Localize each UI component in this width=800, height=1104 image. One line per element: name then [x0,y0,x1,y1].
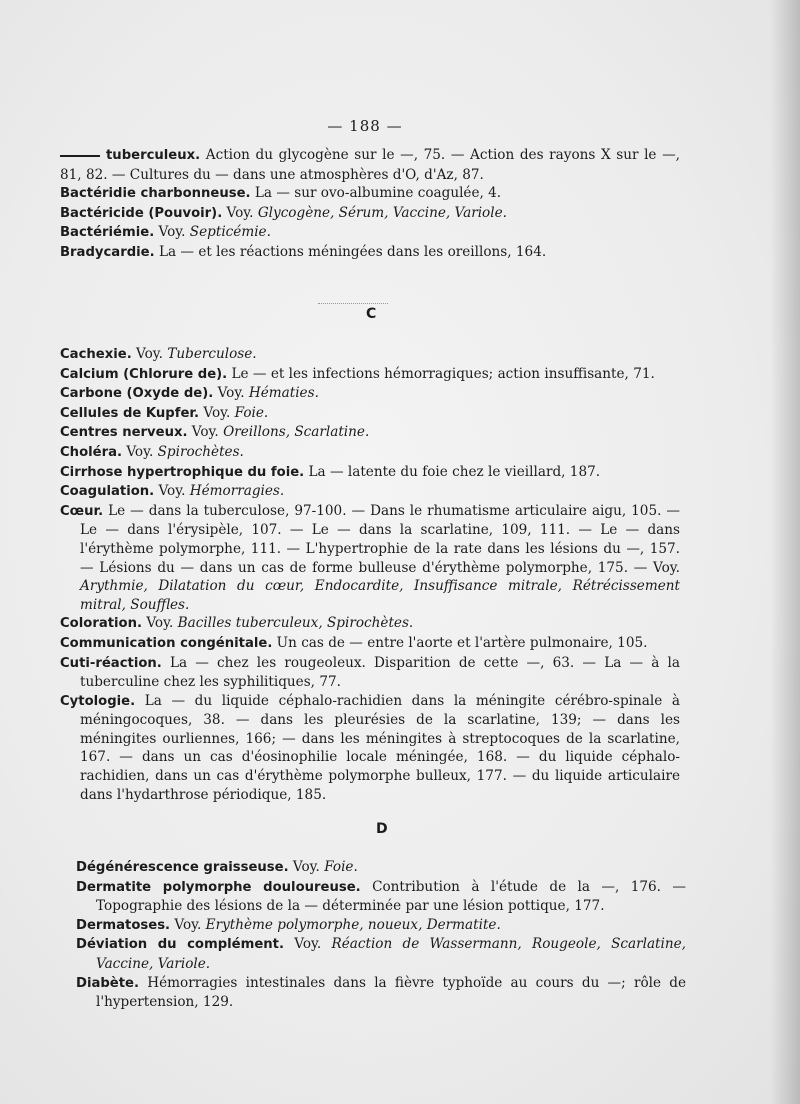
entry-see-also: Arythmie, Dilatation du cœur, Endocardite, Insuffisance mitrale, Rétrécissement mitral, Souffles. [80,578,680,613]
index-entry-bacteriemie [60,223,680,243]
entry-head: Bactériémie. [60,225,155,241]
entry-see-also: Hémorragies. [189,483,285,500]
entry-text: Voy. [213,385,249,402]
index-entry-degenerescence [76,858,686,878]
entry-head: Coagulation. [60,484,155,500]
entry-text: Voy. [288,859,325,875]
entry-head: Cuti-réaction. [60,655,162,671]
index-entry-coagulation [60,482,680,502]
entry-head: tuberculeux. [106,148,201,163]
index-entry-carbone [60,384,680,404]
entry-text: Voy. [154,224,190,241]
section-letter-d: D [376,821,388,837]
section-d [76,858,686,1012]
entry-text: Voy. [170,916,206,933]
entry-head: Carbone (Oxyde de). [60,386,214,402]
entry-text: La — chez les rougeoleux. Disparition de cette —, 63. — La — à la tuberculine chez les syphilitiques, 77. [80,654,680,691]
index-entry-cuti-reaction [60,654,680,692]
entry-head: Bactéricide (Pouvoir). [60,205,223,221]
entry-head: Coloration. [60,616,143,632]
entry-see-also: Hématies. [248,385,319,402]
entry-text: Voy. [142,615,178,632]
entry-see-also: Bacilles tuberculeux, Spirochètes. [177,615,414,632]
page-gutter-shadow [770,0,800,1104]
index-entry-bradycardie [60,243,680,263]
entry-text: Voy. [131,346,168,362]
entry-text: Voy. [199,404,235,421]
index-entry-bacteridie [60,184,680,204]
section-divider-dots [318,303,388,305]
index-entry-cytologie [60,692,680,805]
index-entry-tuberculeux [60,146,680,184]
entry-head: Cachexie. [60,347,132,362]
section-b [60,146,680,263]
entry-text: La — sur ovo-albumine coagulée, 4. [250,185,502,202]
page-number: — 188 — [327,117,403,135]
entry-head: Bradycardie. [60,244,155,260]
entry-see-also: Septicémie. [189,224,271,241]
entry-text: Voy. [122,443,158,460]
entry-head: Centres nerveux. [60,425,188,441]
entry-text: La — du liquide céphalo-rachidien dans la méningite cérébro-spinale à méningocoques, 38. — dans les pleurésies de la scarlatine, 139; — dans les méningites ourliennes, 166; — dans les méningites à streptocoques de la scarlatine, 167. — dans un cas d'éosinophilie locale méningée, 168. — du liquide céphalo-rachidien, dans un cas d'érythème polymorphe bulleux, 177. — du liquide articulaire dans l'hydarthrose périodique, 185. [80,692,680,803]
entry-see-also: Erythème polymorphe, noueux, Dermatite. [205,916,501,933]
entry-text: Voy. [222,204,258,221]
entry-head: Communication congénitale. [60,635,273,651]
entry-see-also: Réaction de Wassermann, Rougeole, Scarlatine, Vaccine, Variole. [96,936,686,972]
entry-head: Cœur. [60,503,104,519]
entry-head: Dermatoses. [76,917,171,933]
index-entry-cellules [60,404,680,424]
entry-see-also: Foie. [234,404,269,421]
index-entry-centres-nerveux [60,423,680,443]
index-entry-diabete [76,974,686,1012]
section-c [60,345,680,804]
index-entry-cirrhose [60,463,680,483]
index-entry-cholera [60,443,680,463]
entry-text: Voy. [154,483,190,500]
entry-head: Cirrhose hypertrophique du foie. [60,464,305,480]
entry-see-also: Tuberculose. [167,346,257,362]
entry-head: Cytologie. [60,693,136,709]
entry-text: Action du glycogène sur le —, 75. — Action des rayons X sur le —, 81, 82. — Cultures du — dans une atmosphères d'O, d'Az, 87. [60,147,680,183]
index-entry-coloration [60,614,680,634]
entry-head: Cellules de Kupfer. [60,405,200,421]
entry-head: Bactéridie charbonneuse. [60,186,251,202]
index-entry-dermatoses [76,916,686,936]
entry-head: Choléra. [60,444,123,460]
entry-head: Calcium (Chlorure de). [60,366,228,382]
entry-text: Un cas de — entre l'aorte et l'artère pulmonaire, 105. [272,634,648,651]
entry-see-also: Glycogène, Sérum, Vaccine, Variole. [257,204,507,221]
entry-text: La — latente du foie chez le vieillard, 187. [304,463,601,480]
entry-see-also: Foie. [324,859,358,875]
entry-head: Dermatite polymorphe douloureuse. [76,879,361,895]
entry-text: Voy. [284,936,332,953]
index-entry-cachexie [60,345,680,365]
index-entry-coeur [60,502,680,615]
entry-text: Contribution à l'étude de la —, 176. — Topographie des lésions de la — déterminée par une lésion pottique, 177. [96,878,686,915]
entry-text: Le — dans la tuberculose, 97-100. — Dans le rhumatisme articulaire aigu, 105. — Le — dans l'érysipèle, 107. — Le — dans la scarlatine, 109, 111. — Le — dans l'érythème polymorphe, 111. — L'hypertrophie de la rate dans les lésions du —, 157. — Lésions du — dans un cas de forme bulleuse d'érythème polymorphe, 175. — Voy. [80,502,680,576]
entry-see-also: Oreillons, Scarlatine. [223,424,370,441]
index-entry-deviation [76,935,686,973]
index-entry-bactericide [60,204,680,224]
repeat-dash [60,155,100,157]
section-letter-c: C [366,306,377,322]
entry-text: Hémorragies intestinales dans la fièvre typhoïde au cours du —; rôle de l'hypertension, 129. [96,974,686,1011]
entry-text: La — et les réactions méningées dans les oreillons, 164. [154,243,547,260]
index-entry-calcium [60,365,680,385]
entry-text: Voy. [187,424,224,441]
entry-head: Diabète. [76,975,140,991]
entry-see-also: Spirochètes. [157,443,244,460]
entry-head: Dégénérescence graisseuse. [76,860,289,875]
entry-text: Le — et les infections hémorragiques; action insuffisante, 71. [227,365,655,382]
index-entry-communication [60,634,680,654]
entry-head: Déviation du complément. [76,937,284,953]
index-entry-dermatite [76,878,686,916]
